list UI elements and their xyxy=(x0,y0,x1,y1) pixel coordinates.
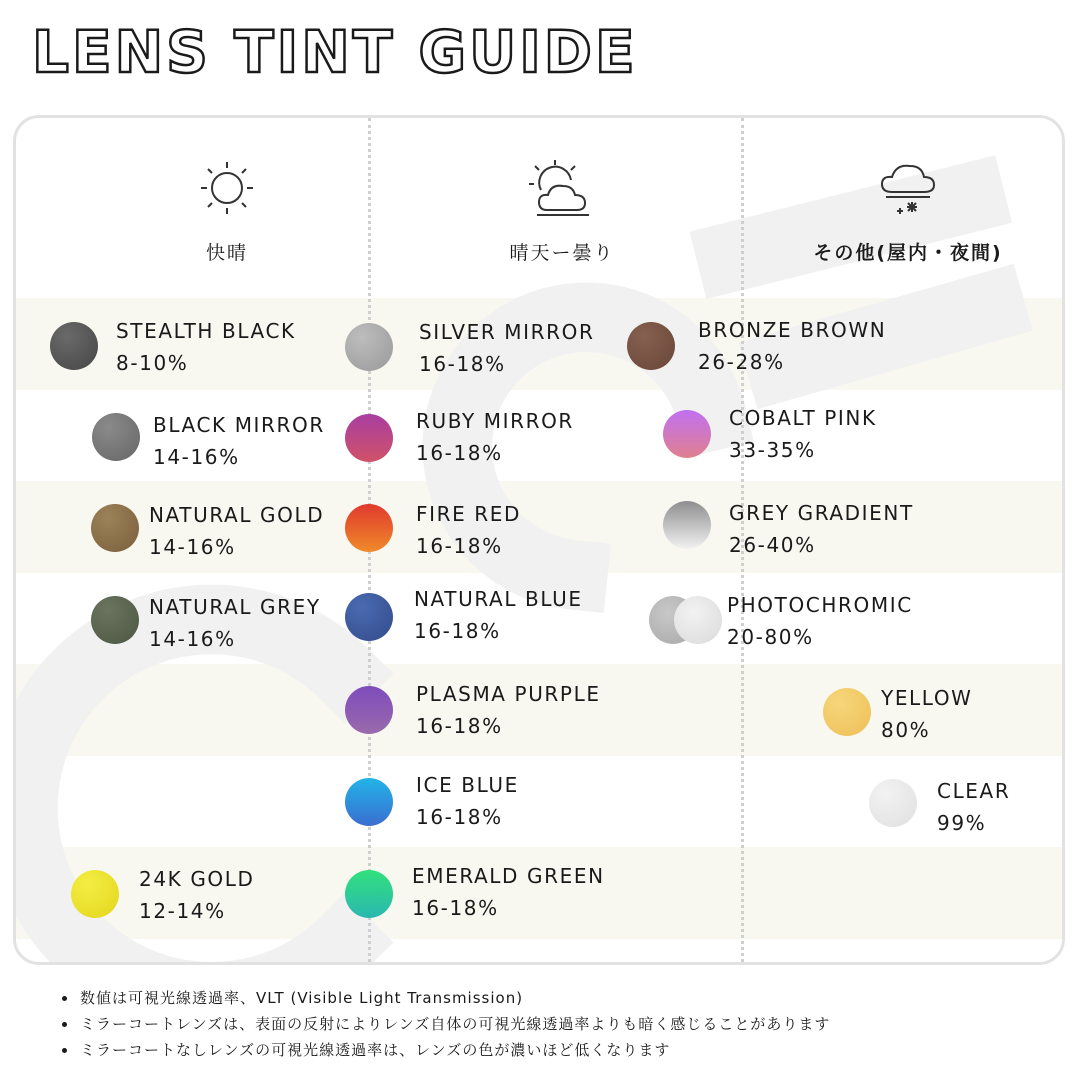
lens-swatch xyxy=(50,322,98,370)
lens-vlt: 80% xyxy=(881,718,931,742)
lens-name: CLEAR xyxy=(937,779,1011,803)
lens-name: PLASMA PURPLE xyxy=(416,682,601,706)
lens-name: ICE BLUE xyxy=(416,773,519,797)
lens-vlt: 20-80% xyxy=(727,625,814,649)
lens-vlt: 16-18% xyxy=(416,714,503,738)
lens-vlt: 12-14% xyxy=(139,899,226,923)
lens-vlt: 99% xyxy=(937,811,987,835)
lens-name: FIRE RED xyxy=(416,502,522,526)
sun-icon xyxy=(197,158,257,218)
lens-swatch xyxy=(92,413,140,461)
lens-name: PHOTOCHROMIC xyxy=(727,593,913,617)
lens-swatch xyxy=(71,870,119,918)
lens-vlt: 16-18% xyxy=(416,441,503,465)
lens-vlt: 33-35% xyxy=(729,438,816,462)
lens-swatch xyxy=(663,410,711,458)
lens-vlt: 26-40% xyxy=(729,533,816,557)
lens-name: BRONZE BROWN xyxy=(698,318,887,342)
lens-name: BLACK MIRROR xyxy=(153,413,325,437)
lens-swatch xyxy=(823,688,871,736)
column-header-other xyxy=(788,158,1028,265)
lens-swatch xyxy=(345,686,393,734)
page-title: LENS TINT GUIDE xyxy=(32,18,638,86)
footnotes xyxy=(60,985,830,1063)
lens-vlt: 16-18% xyxy=(412,896,499,920)
lens-name: NATURAL BLUE xyxy=(414,587,583,611)
row-band xyxy=(16,664,1062,756)
lens-name: STEALTH BLACK xyxy=(116,319,296,343)
lens-name: 24K GOLD xyxy=(139,867,255,891)
column-label: 快晴 xyxy=(205,242,248,264)
lens-swatch xyxy=(345,504,393,552)
lens-vlt: 14-16% xyxy=(153,445,240,469)
row-band xyxy=(16,481,1062,573)
lens-swatch xyxy=(91,504,139,552)
lens-vlt: 16-18% xyxy=(414,619,501,643)
row-band xyxy=(16,298,1062,390)
column-label: 晴天ー曇り xyxy=(509,242,615,264)
lens-vlt: 16-18% xyxy=(416,805,503,829)
lens-vlt: 14-16% xyxy=(149,535,236,559)
lens-swatch xyxy=(869,779,917,827)
footnote-item: ミラーコートレンズは、表面の反射によりレンズ自体の可視光線透過率よりも暗く感じることがあります xyxy=(60,1011,830,1037)
lens-swatch xyxy=(345,870,393,918)
lens-name: SILVER MIRROR xyxy=(419,320,595,344)
lens-name: COBALT PINK xyxy=(729,406,877,430)
footnote-item: 数値は可視光線透過率、VLT (Visible Light Transmission) xyxy=(60,985,830,1011)
lens-vlt: 14-16% xyxy=(149,627,236,651)
lens-swatch xyxy=(345,593,393,641)
lens-name: NATURAL GREY xyxy=(149,595,321,619)
lens-name: RUBY MIRROR xyxy=(416,409,574,433)
cloud-snow-icon xyxy=(878,158,938,218)
column-header-sunny xyxy=(107,158,347,265)
lens-vlt: 16-18% xyxy=(419,352,506,376)
lens-swatch-light xyxy=(674,596,722,644)
lens-swatch xyxy=(663,501,711,549)
row-band xyxy=(16,847,1062,939)
lens-swatch xyxy=(627,322,675,370)
lens-swatch xyxy=(345,778,393,826)
tint-guide-card xyxy=(13,115,1065,965)
sun-cloud-icon xyxy=(527,158,597,218)
lens-vlt: 16-18% xyxy=(416,534,503,558)
lens-name: EMERALD GREEN xyxy=(412,864,605,888)
lens-name: GREY GRADIENT xyxy=(729,501,914,525)
lens-swatch xyxy=(345,414,393,462)
lens-swatch xyxy=(345,323,393,371)
lens-vlt: 26-28% xyxy=(698,350,785,374)
footnote-item: ミラーコートなしレンズの可視光線透過率は、レンズの色が濃いほど低くなります xyxy=(60,1037,830,1063)
lens-name: YELLOW xyxy=(881,686,973,710)
lens-name: NATURAL GOLD xyxy=(149,503,325,527)
column-header-cloudy xyxy=(442,158,682,265)
lens-swatch xyxy=(91,596,139,644)
lens-vlt: 8-10% xyxy=(116,351,189,375)
column-label: その他(屋内・夜間) xyxy=(813,242,1003,264)
